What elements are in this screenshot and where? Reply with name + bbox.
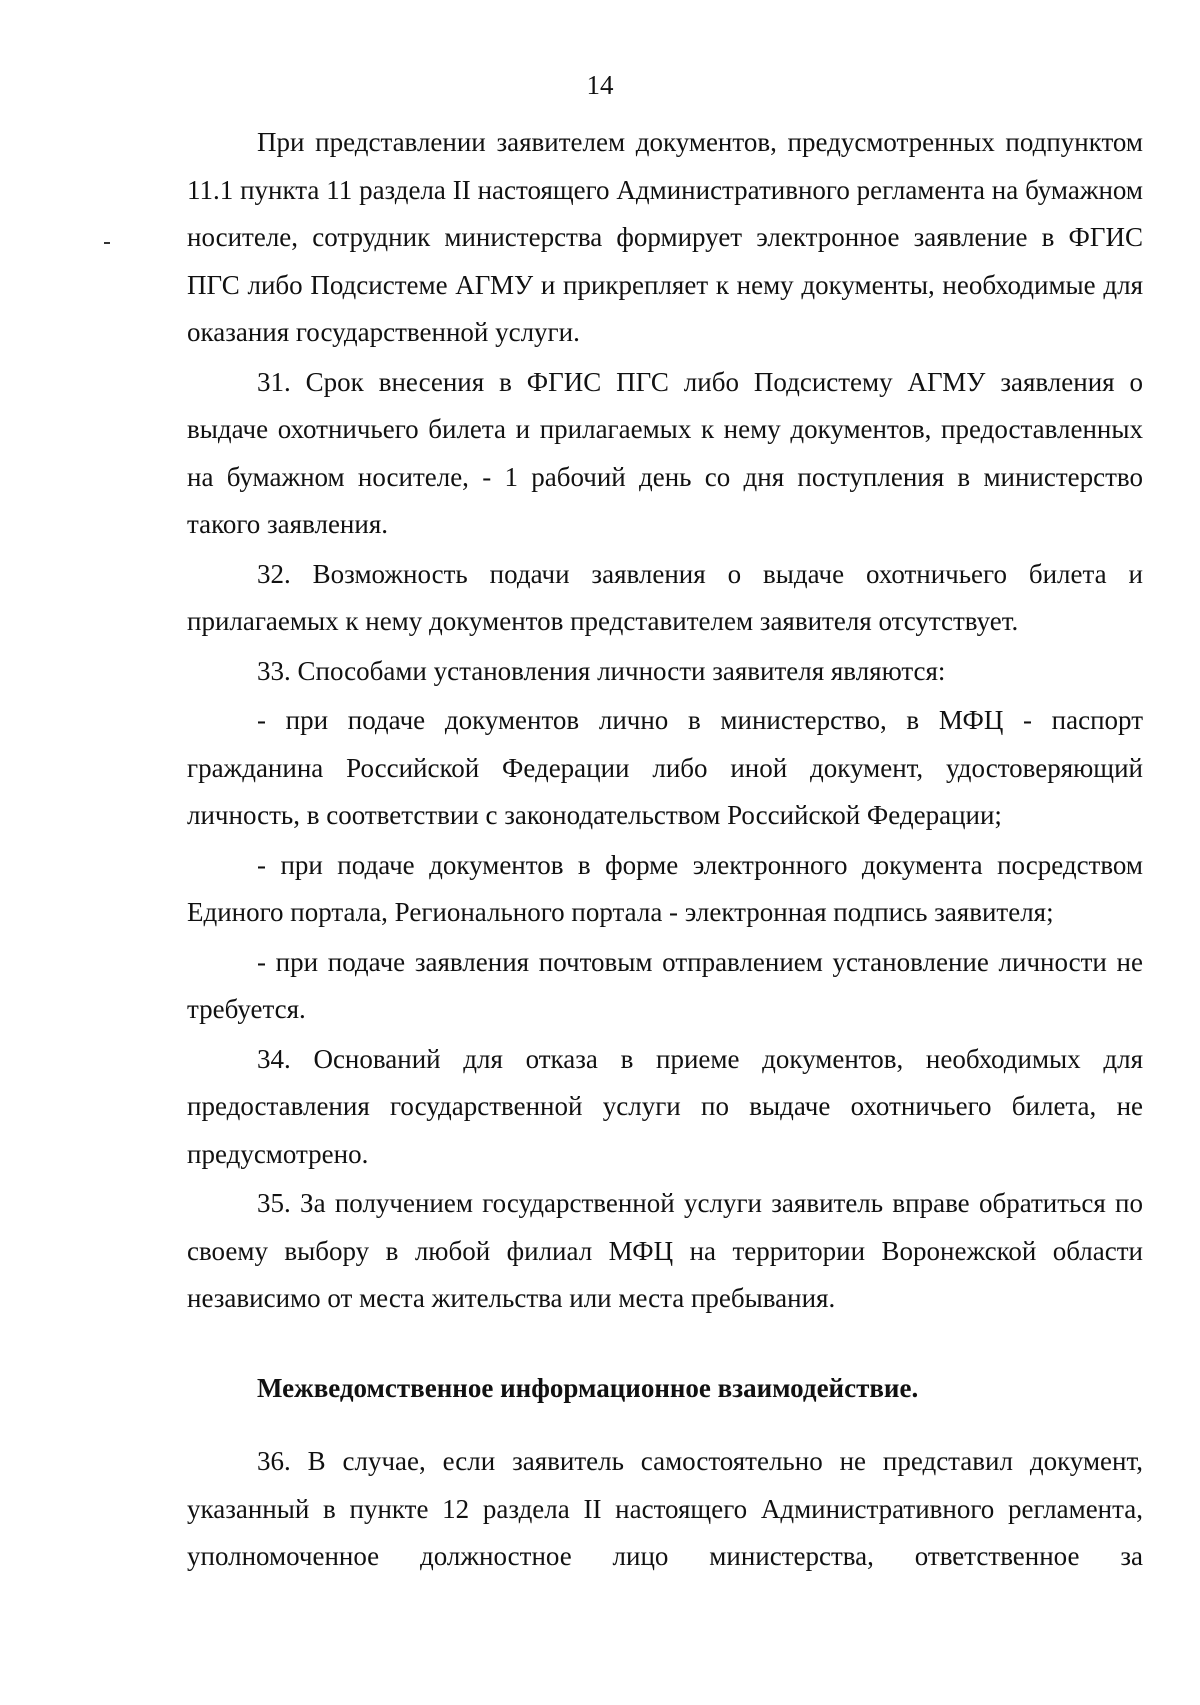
- paragraph-35: 35. За получением государственной услуги заявитель вправе обратиться по своему выбору в любой филиал МФЦ на территории Воронежской области независимо от места жительства или места пребывания.: [187, 1188, 1143, 1313]
- page-number: 14: [586, 70, 614, 100]
- paragraph-33: 33. Способами установления личности заявителя являются:: [257, 655, 946, 686]
- paragraph-34: 34. Оснований для отказа в приеме документов, необходимых для предоставления государственной услуги по выдаче охотничьего билета, не предусмотрено.: [187, 1043, 1143, 1169]
- paragraph-31: 31. Срок внесения в ФГИС ПГС либо Подсистему АГМУ заявления о выдаче охотничьего билета и прилагаемых к нему документов, предоставленных на бумажном носителе, - 1 рабочий день со дня поступления в министерство такого заявления.: [187, 366, 1143, 539]
- list-item-identity-postal: - при подаче заявления почтовым отправлением установление личности не требуется.: [187, 946, 1143, 1024]
- paragraph-submission-paper: При представлении заявителем документов, предусмотренных подпунктом 11.1 пункта 11 раздела II настоящего Административного регламента на бумажном носителе, сотрудник министерства формирует электронное заявление в ФГИС ПГС либо Подсистеме АГМУ и прикрепляет к нему документы, необходимые для оказания государственной услуги.: [187, 127, 1143, 347]
- section-heading: Межведомственное информационное взаимодействие.: [257, 1372, 919, 1403]
- paragraph-32: 32. Возможность подачи заявления о выдаче охотничьего билета и прилагаемых к нему документов представителем заявителя отсутствует.: [187, 558, 1143, 636]
- list-item-identity-in-person: - при подаче документов лично в министерство, в МФЦ - паспорт гражданина Российской Федерации либо иной документ, удостоверяющий личность, в соответствии с законодательством Российской Федерации;: [187, 705, 1143, 830]
- list-item-identity-electronic: - при подаче документов в форме электронного документа посредством Единого портала, Регионального портала - электронная подпись заявителя;: [187, 849, 1143, 927]
- margin-mark: [104, 242, 110, 244]
- document-body: [187, 119, 1143, 1583]
- paragraph-36: 36. В случае, если заявитель самостоятельно не представил документ, указанный в пункте 12 раздела II настоящего Административного регламента, уполномоченное должностное лицо министерства, ответственное за: [187, 1446, 1143, 1571]
